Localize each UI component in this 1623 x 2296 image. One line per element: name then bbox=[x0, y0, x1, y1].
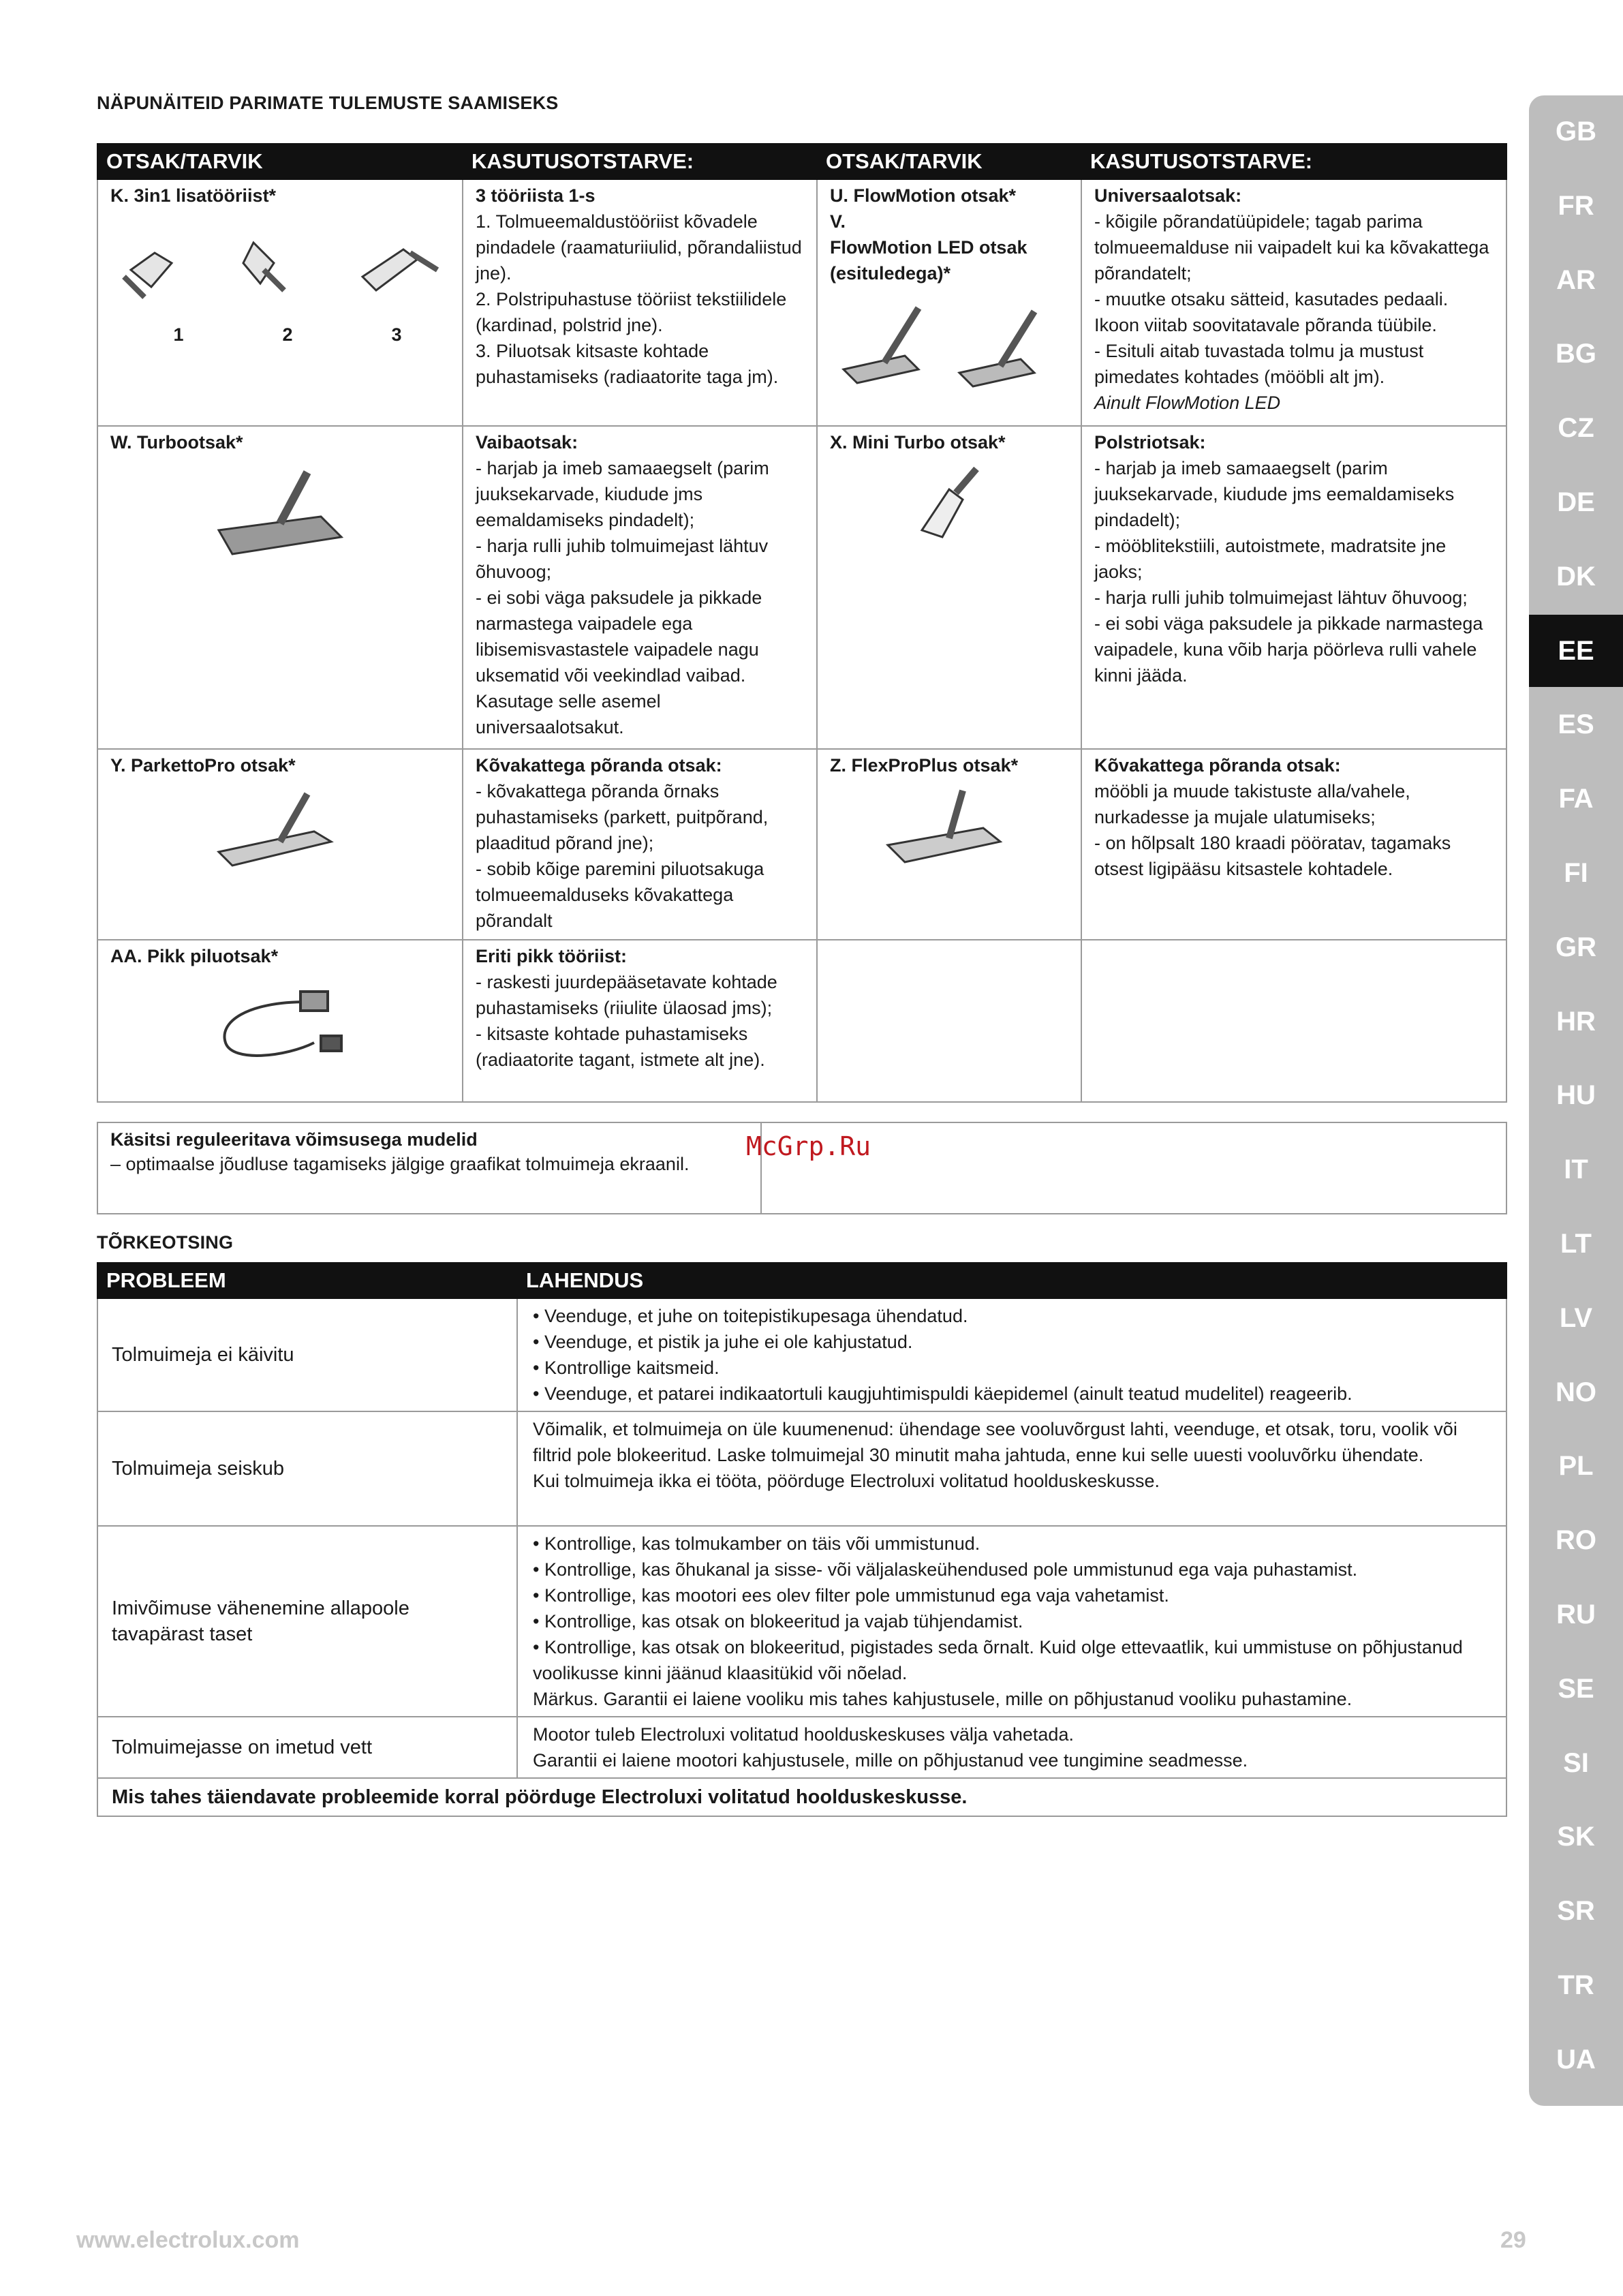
troubleshooting-table bbox=[97, 1262, 1507, 1817]
tool-cell bbox=[97, 426, 463, 749]
header-problem: PROBLEEM bbox=[97, 1263, 517, 1298]
language-tab-ee[interactable]: EE bbox=[1529, 615, 1623, 687]
language-tab-tr[interactable]: TR bbox=[1558, 1970, 1594, 2000]
use-text: - kõigile põrandatüüpidele; tagab parima tolmueemalduse nii vaipadelt kui ka kõvakattega põrandatelt; bbox=[1094, 211, 1489, 284]
problem-cell: Tolmuimejasse on imetud vett bbox=[97, 1717, 517, 1778]
language-tab-lt[interactable]: LT bbox=[1560, 1228, 1592, 1259]
language-tab-ro[interactable]: RO bbox=[1556, 1525, 1596, 1555]
manual-power-description: – optimaalse jõudluse tagamiseks jälgige graafikat tolmuimeja ekraanil. bbox=[110, 1154, 690, 1174]
watermark: McGrp.Ru bbox=[746, 1131, 871, 1161]
table-row bbox=[97, 1411, 1506, 1526]
solution-line: • Kontrollige, kas tolmukamber on täis või ummistunud. bbox=[533, 1533, 980, 1554]
use-text: - harjab ja imeb samaaegselt (parim juuksekarvade, kiudude jms eemaldamiseks pindadelt); bbox=[1094, 458, 1455, 530]
language-tab-gr[interactable]: GR bbox=[1556, 932, 1596, 962]
trouble-footer-note: Mis tahes täiendavate probleemide korral pöörduge Electroluxi volitatud hoolduskeskusse. bbox=[97, 1778, 1506, 1816]
solution-line: • Kontrollige kaitsmeid. bbox=[533, 1358, 720, 1378]
empty-cell bbox=[1081, 940, 1506, 1102]
language-tabs bbox=[1529, 95, 1623, 2106]
use-text: - harja rulli juhib tolmuimejast lähtuv õhuvoog; bbox=[1094, 587, 1468, 608]
language-tab-fa[interactable]: FA bbox=[1558, 783, 1594, 814]
use-note: Ainult FlowMotion LED bbox=[1094, 393, 1281, 413]
language-tab-bg[interactable]: BG bbox=[1556, 338, 1596, 369]
tool-name: K. 3in1 lisatööriist* bbox=[110, 185, 277, 206]
solution-line: • Kontrollige, kas õhukanal ja sisse- või väljalaskeühendused pole ummistunud ega vaja puhastamist. bbox=[533, 1559, 1358, 1580]
solution-line: Garantii ei laiene mootori kahjustusele, mille on põhjustanud vee tungimine seadmesse. bbox=[533, 1750, 1248, 1771]
use-heading: Kõvakattega põranda otsak: bbox=[476, 755, 722, 776]
use-text: - Esituli aitab tuvastada tolmu ja mustust pimedates kohtades (mööbli alt jm). bbox=[1094, 341, 1424, 387]
problem-cell: Imivõimuse vähenemine allapoole tavapärast taset bbox=[97, 1526, 517, 1717]
tool-cell bbox=[97, 179, 463, 426]
use-text: - sobib kõige paremini piluotsakuga tolmueemalduseks kõvakattega põrandalt bbox=[476, 859, 764, 931]
language-tab-lv[interactable]: LV bbox=[1559, 1302, 1593, 1333]
tool-number: 2 bbox=[282, 324, 293, 345]
use-heading: Kõvakattega põranda otsak: bbox=[1094, 755, 1341, 776]
use-heading: Eriti pikk tööriist: bbox=[476, 946, 628, 966]
use-heading: Polstriotsak: bbox=[1094, 432, 1206, 453]
problem-cell: Tolmuimeja ei käivitu bbox=[97, 1298, 517, 1411]
tool-numbers bbox=[124, 322, 451, 348]
use-text: 1. Tolmueemaldustööriist kõvadele pindadele (raamaturiiulid, põrandaliistud jne). bbox=[476, 211, 802, 284]
table-row bbox=[97, 1717, 1506, 1778]
tips-table bbox=[97, 143, 1507, 1103]
tool-name: W. Turbootsak* bbox=[110, 432, 243, 453]
footer-url[interactable]: www.electrolux.com bbox=[76, 2227, 300, 2253]
use-text: - on hõlpsalt 180 kraadi pööratav, tagamaks otsest ligipääsu kitsastele kohtadele. bbox=[1094, 833, 1451, 879]
tool-number: 3 bbox=[391, 324, 402, 345]
use-heading: Universaalotsak: bbox=[1094, 185, 1242, 206]
header-use: KASUTUSOTSTARVE: bbox=[1081, 144, 1506, 179]
language-tab-sk[interactable]: SK bbox=[1557, 1821, 1595, 1852]
mini-turbo-illustration bbox=[908, 462, 990, 544]
language-tab-pl[interactable]: PL bbox=[1558, 1450, 1594, 1481]
flexproplus-illustration bbox=[881, 784, 1017, 872]
language-tab-cz[interactable]: CZ bbox=[1558, 412, 1594, 443]
manual-power-heading: Käsitsi reguleeritava võimsusega mudelid bbox=[110, 1129, 478, 1150]
language-tab-sr[interactable]: SR bbox=[1557, 1895, 1595, 1926]
header-tool: OTSAK/TARVIK bbox=[97, 144, 463, 179]
use-heading: Vaibaotsak: bbox=[476, 432, 578, 453]
long-crevice-illustration bbox=[205, 975, 355, 1077]
language-tab-no[interactable]: NO bbox=[1556, 1377, 1596, 1407]
table-row bbox=[97, 426, 1506, 749]
solution-line: Võimalik, et tolmuimeja on üle kuumenenud: ühendage see vooluvõrgust lahti, veenduge, et otsak, toru, voolik või filtrid pole blokeeritud. Laske tolmuimejal 30 minutit maha jahtuda, enne kui selle uuesti vooluvõrku ühendate. bbox=[533, 1419, 1457, 1465]
solution-line: Kui tolmuimeja ikka ei tööta, pöörduge Electroluxi volitatud hoolduskeskusse. bbox=[533, 1471, 1160, 1491]
tool-number: 1 bbox=[173, 324, 184, 345]
use-text: 2. Polstripuhastuse tööriist tekstiilidele (kardinad, polstrid jne). bbox=[476, 289, 787, 335]
turbo-nozzle-illustration bbox=[205, 462, 355, 564]
use-text: mööbli ja muude takistuste alla/vahele, nurkadesse ja mujale ulatumiseks; bbox=[1094, 781, 1410, 827]
tool-cell bbox=[817, 749, 1081, 940]
table-row bbox=[97, 940, 1506, 1102]
use-cell bbox=[463, 426, 817, 749]
language-tab-it[interactable]: IT bbox=[1564, 1154, 1588, 1184]
solution-line: • Kontrollige, kas otsak on blokeeritud, pigistades seda õrnalt. Kuid olge ettevaatlik, kui ummistuse on põhjustanud voolikusse kinni jäänud klaasitükid või nõelad. bbox=[533, 1637, 1463, 1683]
use-text: - ei sobi väga paksudele ja pikkade narmastega vaipadele ega libisemisvastastele vaipadele nagu uksematid või veekindlad vaibad. Kasutage selle asemel universaalotsakut. bbox=[476, 587, 762, 737]
use-cell bbox=[1081, 426, 1506, 749]
problem-cell: Tolmuimeja seiskub bbox=[97, 1411, 517, 1526]
manual-power-text bbox=[98, 1123, 762, 1213]
solution-cell bbox=[517, 1411, 1506, 1526]
header-solution: LAHENDUS bbox=[517, 1263, 1506, 1298]
use-text: - mööblitekstiili, autoistmete, madratsite jne jaoks; bbox=[1094, 536, 1447, 582]
use-cell bbox=[1081, 749, 1506, 940]
language-tab-si[interactable]: SI bbox=[1563, 1747, 1589, 1778]
tool-cell bbox=[817, 426, 1081, 749]
language-tab-ua[interactable]: UA bbox=[1556, 2044, 1596, 2075]
use-text: - ei sobi väga paksudele ja pikkade narmastega vaipadele, kuna võib harja pöörleva rulli vahele kinni jääda. bbox=[1094, 613, 1483, 686]
language-tab-hr[interactable]: HR bbox=[1556, 1006, 1596, 1037]
language-tab-ru[interactable]: RU bbox=[1556, 1599, 1596, 1629]
language-tab-ar[interactable]: AR bbox=[1556, 264, 1596, 295]
tips-title: NÄPUNÄITEID PARIMATE TULEMUSTE SAAMISEKS bbox=[97, 93, 559, 113]
solution-line: Mootor tuleb Electroluxi volitatud hoolduskeskuses välja vahetada. bbox=[533, 1724, 1074, 1745]
table-footer-row bbox=[97, 1778, 1506, 1816]
table-row bbox=[97, 749, 1506, 940]
use-text: 3. Piluotsak kitsaste kohtade puhastamiseks (radiaatorite taga jm). bbox=[476, 341, 779, 387]
trouble-header-row bbox=[97, 1263, 1506, 1298]
language-tab-hu[interactable]: HU bbox=[1556, 1080, 1596, 1110]
language-tab-fi[interactable]: FI bbox=[1564, 857, 1588, 888]
use-text: - harjab ja imeb samaaegselt (parim juuksekarvade, kiudude jms eemaldamiseks pindadelt); bbox=[476, 458, 769, 530]
use-text: - kõvakattega põranda õrnaks puhastamiseks (parkett, puitpõrand, plaaditud põrand jne); bbox=[476, 781, 769, 853]
use-cell bbox=[463, 749, 817, 940]
solution-line: • Veenduge, et pistik ja juhe ei ole kahjustatud. bbox=[533, 1332, 913, 1352]
page-number: 29 bbox=[1500, 2227, 1526, 2253]
table-row bbox=[97, 1298, 1506, 1411]
solution-line: • Veenduge, et patarei indikaatortuli kaugjuhtimispuldi käepidemel (ainult teatud mudelitel) reageerib. bbox=[533, 1383, 1352, 1404]
use-heading: 3 tööriista 1-s bbox=[476, 185, 596, 206]
solution-cell bbox=[517, 1717, 1506, 1778]
tool-name: AA. Pikk piluotsak* bbox=[110, 946, 279, 966]
use-cell bbox=[463, 179, 817, 426]
3in1-tool-illustration bbox=[117, 222, 458, 311]
trouble-title: TÕRKEOTSING bbox=[97, 1232, 234, 1253]
parkettopro-illustration bbox=[212, 784, 348, 872]
solution-line: Märkus. Garantii ei laiene vooliku mis tahes kahjustusele, mille on põhjustanud vooliku puhastamine. bbox=[533, 1689, 1352, 1709]
tips-header-row bbox=[97, 144, 1506, 179]
tool-name: X. Mini Turbo otsak* bbox=[830, 432, 1006, 453]
table-row bbox=[97, 179, 1506, 426]
tool-cell bbox=[817, 179, 1081, 426]
flowmotion-nozzle-illustration bbox=[830, 294, 1075, 390]
solution-line: • Kontrollige, kas mootori ees olev filter pole ummistunud ega vaja vahetamist. bbox=[533, 1585, 1169, 1606]
language-tab-gb[interactable]: GB bbox=[1556, 116, 1596, 147]
tool-name: Z. FlexProPlus otsak* bbox=[830, 755, 1019, 776]
header-tool: OTSAK/TARVIK bbox=[817, 144, 1081, 179]
language-tab-fr[interactable]: FR bbox=[1558, 190, 1594, 221]
tool-name: Y. ParkettoPro otsak* bbox=[110, 755, 296, 776]
tool-cell bbox=[97, 749, 463, 940]
use-cell bbox=[463, 940, 817, 1102]
language-tab-es[interactable]: ES bbox=[1558, 709, 1594, 739]
table-row bbox=[97, 1526, 1506, 1717]
language-tab-de[interactable]: DE bbox=[1557, 487, 1595, 517]
use-text: - muutke otsaku sätteid, kasutades pedaali. Ikoon viitab soovitatavale põranda tüübile. bbox=[1094, 289, 1449, 335]
language-tab-se[interactable]: SE bbox=[1558, 1673, 1594, 1704]
solution-cell bbox=[517, 1526, 1506, 1717]
tool-name: U. FlowMotion otsak* V. FlowMotion LED otsak (esituledega)* bbox=[830, 185, 1027, 284]
solution-cell bbox=[517, 1298, 1506, 1411]
solution-line: • Veenduge, et juhe on toitepistikupesaga ühendatud. bbox=[533, 1306, 968, 1326]
use-text: - raskesti juurdepääsetavate kohtade puhastamiseks (riiulite ülaosad jms); bbox=[476, 972, 777, 1018]
header-use: KASUTUSOTSTARVE: bbox=[463, 144, 817, 179]
use-text: - kitsaste kohtade puhastamiseks (radiaatorite tagant, istmete alt jne). bbox=[476, 1024, 765, 1070]
use-text: - harja rulli juhib tolmuimejast lähtuv õhuvoog; bbox=[476, 536, 769, 582]
tool-cell bbox=[97, 940, 463, 1102]
empty-cell bbox=[817, 940, 1081, 1102]
language-tab-dk[interactable]: DK bbox=[1556, 561, 1596, 592]
use-cell bbox=[1081, 179, 1506, 426]
solution-line: • Kontrollige, kas otsak on blokeeritud ja vajab tühjendamist. bbox=[533, 1611, 1023, 1632]
